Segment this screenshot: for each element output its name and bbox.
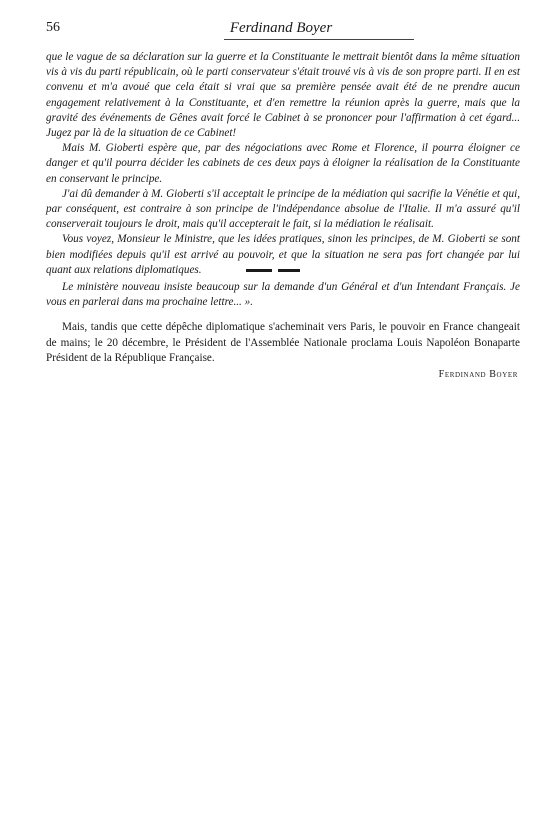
ink-blot-mark [230, 263, 306, 278]
closing-paragraph: Mais, tandis que cette dépêche diplomatique s'acheminait vers Paris, le pouvoir en France changeait de mains; le 20 décembre, le Président de l'Assemblée Nationale proclama Louis Napoléon Bonaparte Président de la République Française. [46, 321, 520, 364]
closing-section [46, 320, 520, 366]
page-body [46, 50, 520, 380]
dispatch-paragraph-1: que le vague de sa déclaration sur la guerre et la Constituante le mettrait bientôt dans la même situation vis à vis du parti républicain, où le parti conservateur s'était trouvé vis à vis de son propre parti. Il en est convenu et m'a avoué que cela était si vrai que sa première pensée avait été de ne prendre aucun engagement relativement à la Constituante, et d'en remettre la réunion après la guerre, mais que la gravité des événements de Gênes avait forcé le Cabinet à se prononcer pour l'affirmation à cet égard... Jugez par là de la situation de ce Cabinet! [46, 51, 520, 140]
dispatch-paragraph-5: Le ministère nouveau insiste beaucoup sur la demande d'un Général et d'un Intendant Français. Je vous en parlerai dans ma prochaine lettre... ». [46, 281, 520, 309]
page-header [46, 18, 516, 40]
dispatch-paragraph-2: Mais M. Gioberti espère que, par des négociations avec Rome et Florence, il pourra éloigner ce danger et qu'il pourra décider les cabinets de ces deux pays à éloigner la réalisation de la Constituante en conservant le principe. [46, 142, 520, 185]
running-title: Ferdinand Boyer [229, 20, 333, 36]
page-number: 56 [46, 20, 60, 35]
header-rule [224, 39, 414, 40]
quoted-dispatch [46, 50, 520, 310]
dispatch-paragraph-4 [46, 232, 520, 278]
dispatch-paragraph-4-text: Vous voyez, Monsieur le Ministre, que les idées pratiques, sinon les principes, de M. Gioberti se sont bien modifiées depuis qu'il est arrivé au pouvoir, et que la situation ne sera pas fort changée par lui quant aux relations diplomatiques. [46, 233, 520, 276]
author-signature: Ferdinand Boyer [438, 369, 518, 381]
dispatch-paragraph-3: J'ai dû demander à M. Gioberti s'il acceptait le principe de la médiation qui sacrifie la Vénétie et qui, par conséquent, est contraire à son principe de l'indépendance absolue de l'Italie. Il m'a assuré qu'il conserverait toujours le droit, mais qu'il accepterait le fait, si la médiation le réalisait. [46, 187, 520, 231]
